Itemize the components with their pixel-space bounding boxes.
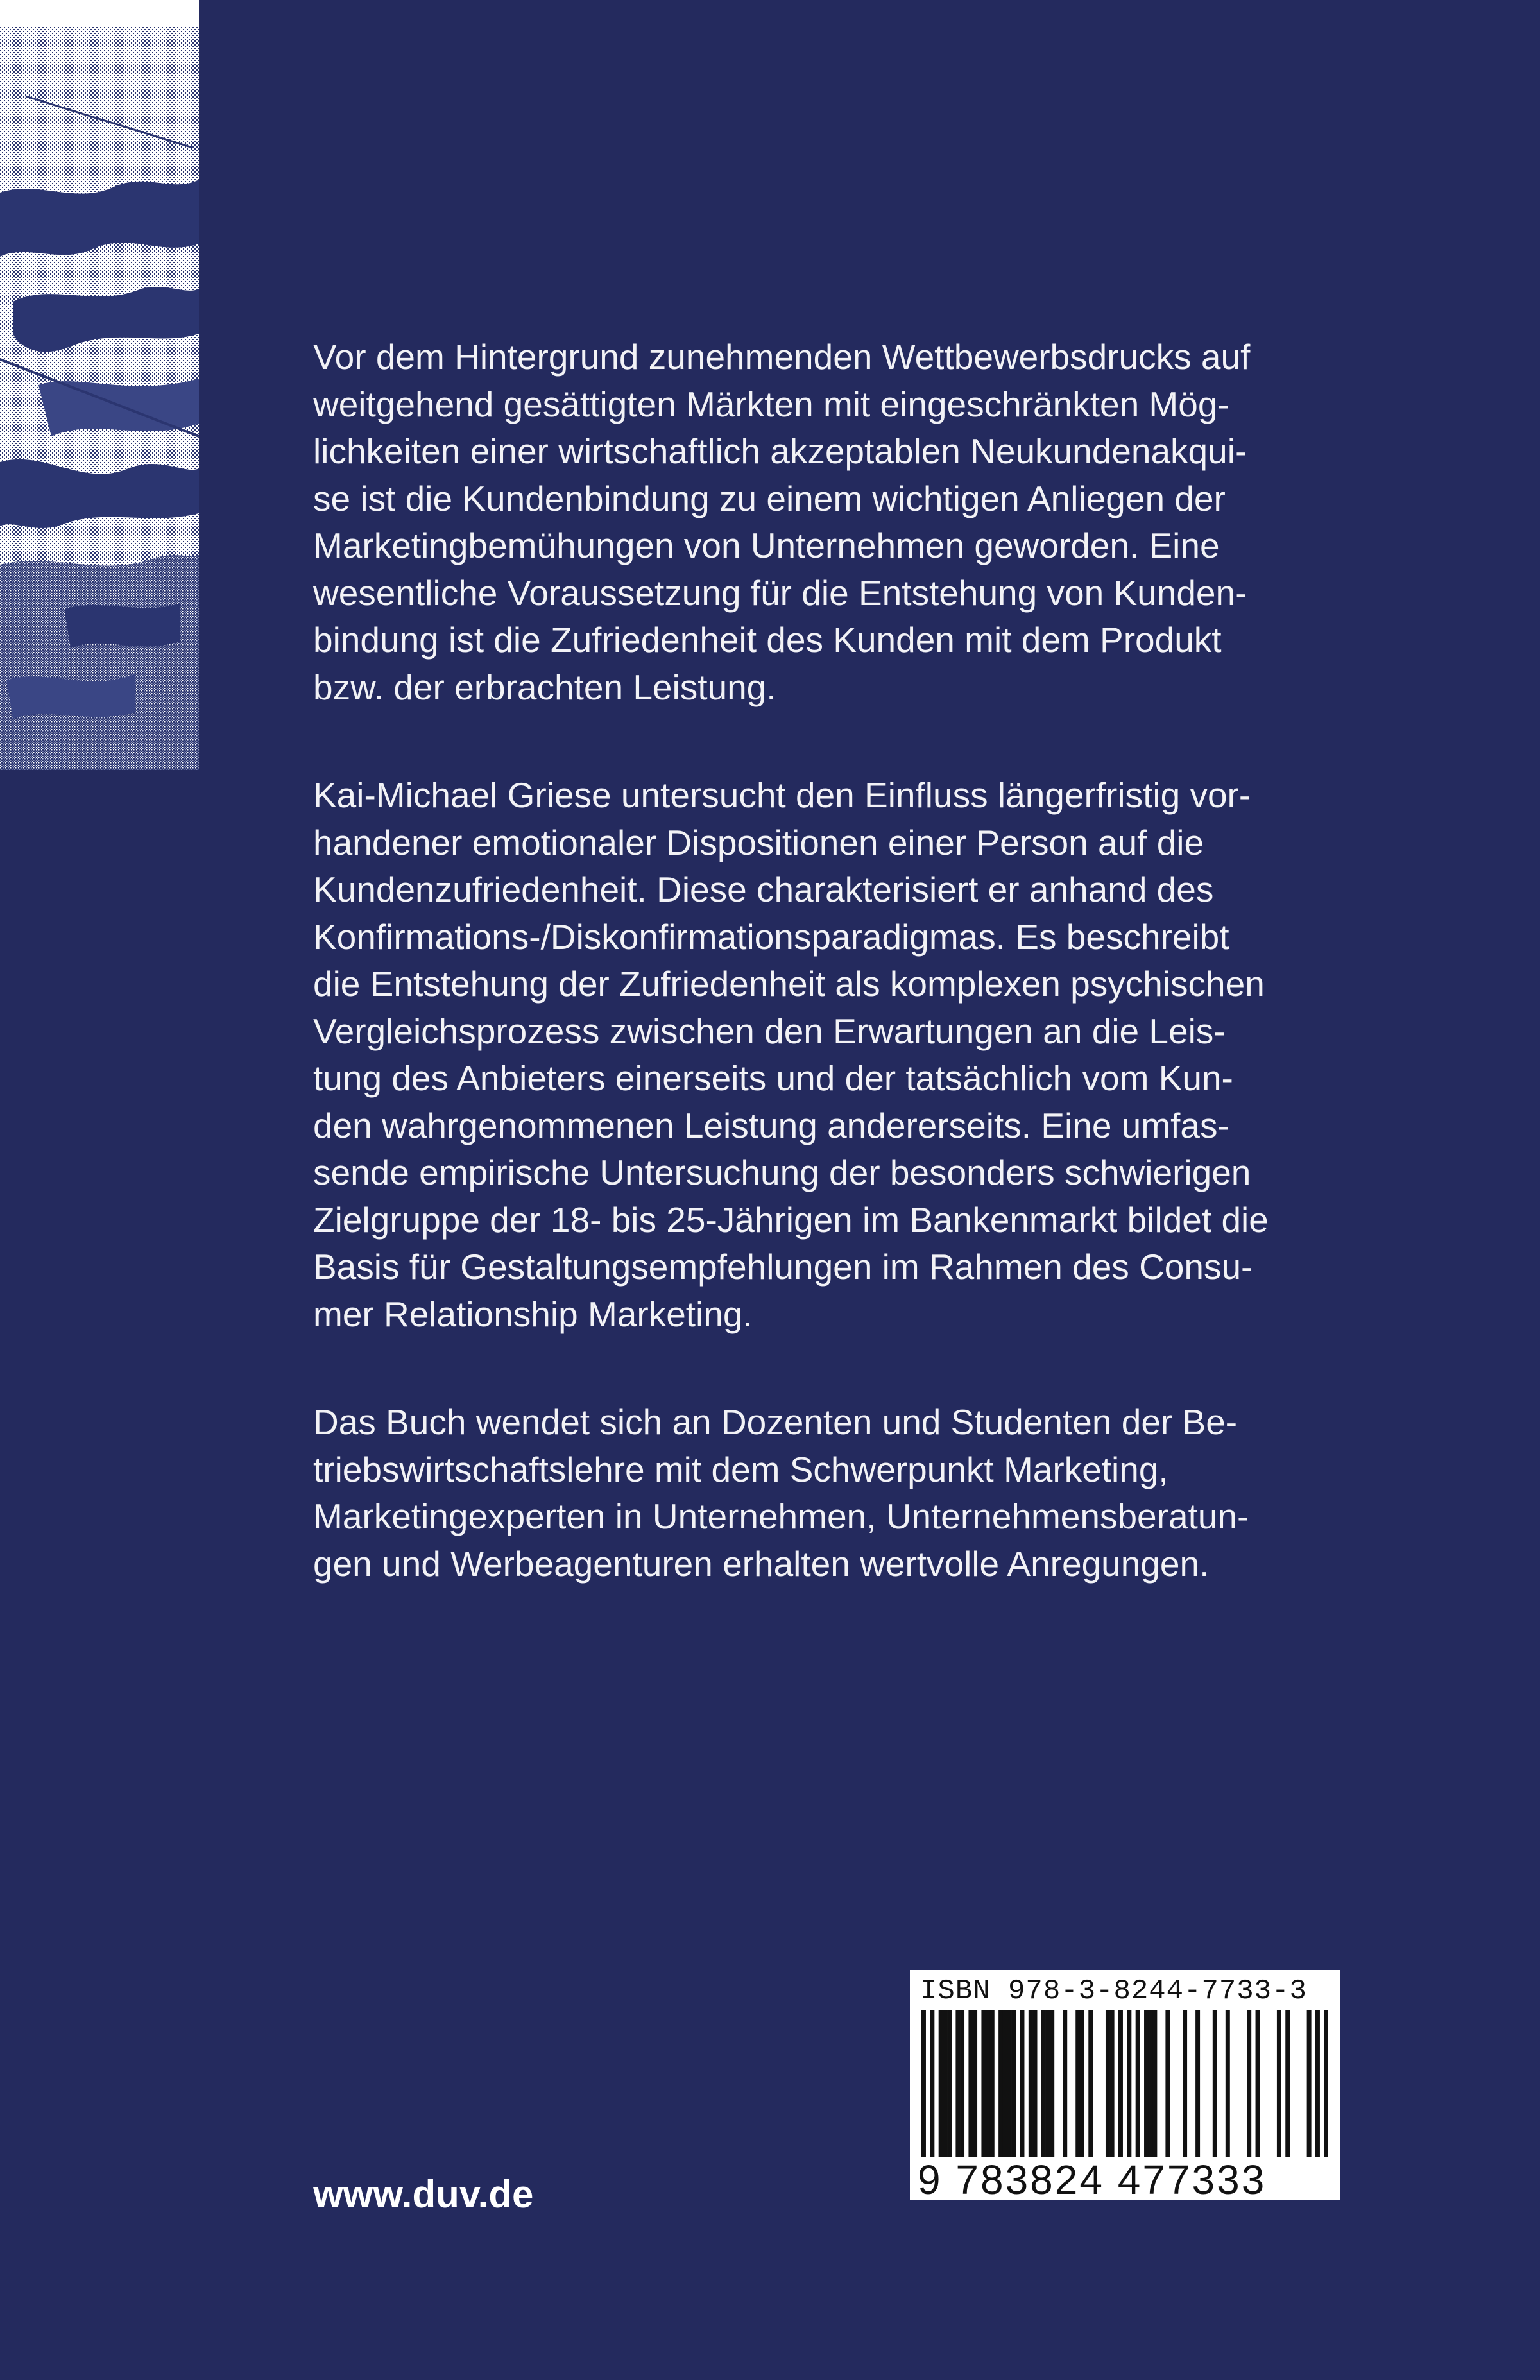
barcode-bar [990,2010,995,2157]
barcode-bar [1144,2010,1149,2157]
barcode-bar [1195,2010,1200,2157]
barcode-bar [1149,2010,1153,2157]
barcode-bar [1011,2010,1016,2157]
barcode-bar [1020,2010,1024,2157]
barcode-bar [998,2010,1003,2157]
barcode-bar [1033,2010,1038,2157]
barcode-bar [1213,2010,1217,2157]
barcode-bar [939,2010,943,2157]
barcode-bar [1183,2010,1187,2157]
back-cover-blurb [313,334,1340,1648]
barcode-bar [1277,2010,1281,2157]
barcode-bar [1003,2010,1007,2157]
barcode-bar [986,2010,990,2157]
barcode-bar [1106,2010,1110,2157]
barcode-bar [1075,2010,1080,2157]
publisher-website: www.duv.de [313,2173,534,2216]
barcode-bar [930,2010,934,2157]
barcode-bar [968,2010,973,2157]
barcode-bar [1324,2010,1328,2157]
barcode-bar [921,2010,926,2157]
barcode-bar [1046,2010,1050,2157]
barcode-bars [921,2010,1328,2164]
cover-art-image [0,0,199,770]
barcode-bar [955,2010,960,2157]
blurb-paragraph-3: Das Buch wendet sich an Dozenten und Studenten der Be- triebswirtschaftslehre mit dem Schwerpunkt Marketing, Marketingexperten in Unternehmen, Unternehmensberatun- gen und Werbeagenturen erhalten wertvolle Anregungen. [313,1402,1249,1584]
barcode-bar [1285,2010,1290,2157]
barcode-bar [1136,2010,1140,2157]
barcode-bar [1165,2010,1170,2157]
barcode-bar [973,2010,977,2157]
barcode-bar [1256,2010,1260,2157]
barcode-bar [1050,2010,1054,2157]
barcode-bar [1315,2010,1320,2157]
blurb-paragraph-2: Kai-Michael Griese untersucht den Einfluss längerfristig vor- handener emotionaler Dispositionen einer Person auf die Kundenzufriedenheit. Diese charakterisiert er anhand des Konfirmations-/Diskonfirmationsparadigmas. Es beschreibt die Entstehung der Zufriedenheit als komplexen psychischen Vergleichsprozess zwischen den Erwartungen an die Leis- tung des Anbieters einerseits und der tatsächlich vom Kun- den wahrgenommenen Leistung andererseits. Eine umfas- sende empirische Untersuchung der besonders schwierigen Zielgruppe der 18- bis 25-Jährigen im Bankenmarkt bildet die Basis für Gestaltungsempfehlungen im Rahmen des Consu- mer Relationship Marketing. [313,775,1269,1334]
barcode-bar [1041,2010,1046,2157]
barcode-bar [981,2010,986,2157]
barcode-bar [1063,2010,1067,2157]
barcode-bar [1029,2010,1033,2157]
barcode-bar [1307,2010,1312,2157]
barcode-bar [1118,2010,1123,2157]
barcode-bar [1152,2010,1157,2157]
barcode-bar [1247,2010,1251,2157]
blurb-paragraph-1: Vor dem Hintergrund zunehmenden Wettbewerbsdrucks auf weitgehend gesättigten Märkten mit eingeschränkten Mög- lichkeiten einer wirtschaftlich akzeptablen Neukundenakqui- se ist die Kundenbindung zu einem wichtigen Anliegen der Marketingbemühungen von Unternehmen geworden. Eine wesentliche Voraussetzung für die Entstehung von Kunden- bindung ist die Zufriedenheit des Kunden mit dem Produkt bzw. der erbrachten Leistung. [313,337,1251,707]
barcode-bar [1226,2010,1230,2157]
barcode-bar [1007,2010,1011,2157]
barcode-bar [947,2010,952,2157]
barcode-bar [943,2010,947,2157]
ean-digits: 9 783824 477333 [918,2157,1267,2203]
barcode-bar [1088,2010,1093,2157]
barcode-bar [1110,2010,1115,2157]
isbn-label: ISBN 978-3-8244-7733-3 [920,1975,1307,2007]
barcode-bar [960,2010,964,2157]
barcode-bar [1080,2010,1084,2157]
isbn-barcode [910,1970,1340,2203]
barcode-bar [1127,2010,1131,2157]
